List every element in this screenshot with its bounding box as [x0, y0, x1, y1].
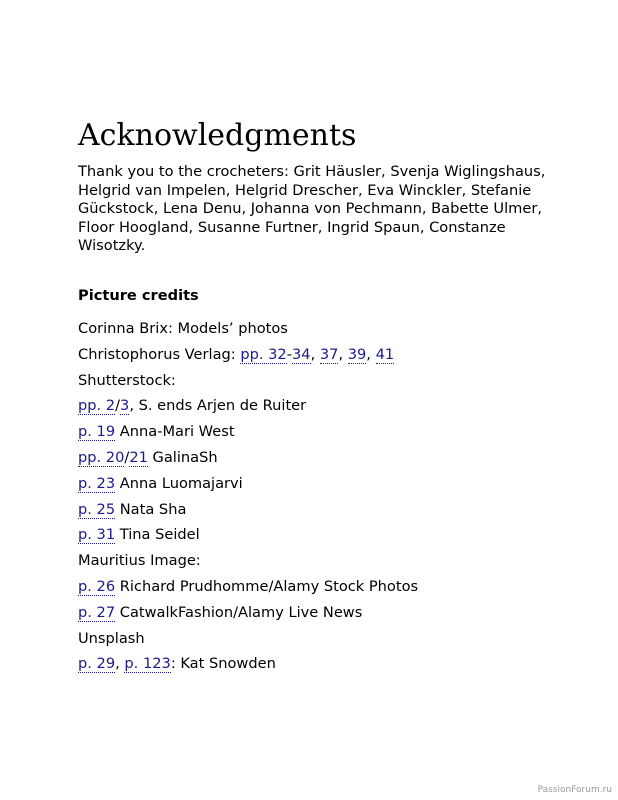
credit-text: CatwalkFashion/Alamy Live News: [115, 603, 363, 621]
credit-line: [78, 474, 418, 500]
watermark: PassionForum.ru: [537, 785, 612, 795]
page-reference-link[interactable]: p. 25: [78, 500, 116, 518]
page-reference-link[interactable]: pp. 32: [240, 345, 287, 363]
credit-text: /: [124, 448, 130, 466]
credit-line: [78, 577, 418, 603]
page-reference-link[interactable]: 34: [292, 345, 311, 363]
page-reference-link[interactable]: 3: [120, 397, 130, 415]
page-reference-link[interactable]: pp. 20: [78, 448, 125, 466]
page-reference-link[interactable]: p. 31: [78, 526, 116, 544]
page-reference-link[interactable]: p. 29: [78, 655, 116, 673]
credit-text: GalinaSh: [147, 448, 218, 466]
credit-text: Christophorus Verlag:: [78, 345, 241, 363]
page-reference-link[interactable]: p. 19: [78, 423, 116, 441]
page-reference-link[interactable]: pp. 2: [78, 397, 116, 415]
intro-paragraph: Thank you to the crocheters: Grit Häusler, Svenja Wiglingshaus, Helgrid van Impelen, Helgrid Drescher, Eva Winckler, Stefanie Gückstock, Lena Denu, Johanna von Pechmann, Babette Ulmer, Floor Hoogland, Susanne Furtner, Ingrid Spaun, Constanze Wisotzky.: [78, 163, 546, 255]
credit-text: ,: [366, 345, 376, 363]
credit-text: /: [115, 397, 121, 415]
credit-text: ,: [338, 345, 348, 363]
page-reference-link[interactable]: p. 26: [78, 577, 116, 595]
page-reference-link[interactable]: p. 27: [78, 603, 116, 621]
credit-line: Unsplash: [78, 629, 145, 647]
credit-line: [78, 448, 418, 474]
credit-line: [78, 396, 418, 422]
credit-text: Richard Prudhomme/Alamy Stock Photos: [115, 577, 419, 595]
page-reference-link[interactable]: p. 23: [78, 474, 116, 492]
credit-text: Nata Sha: [115, 500, 187, 518]
page-reference-link[interactable]: 39: [347, 345, 367, 363]
credit-text: Tina Seidel: [115, 526, 200, 544]
credit-line: [78, 525, 418, 551]
page-reference-link[interactable]: 21: [129, 448, 148, 466]
credit-line: [78, 345, 418, 371]
credit-text: ,: [115, 655, 125, 673]
credit-text: : Kat Snowden: [170, 655, 276, 673]
credits-heading: Picture credits: [78, 287, 199, 304]
credit-line: Corinna Brix: Models’ photos: [78, 320, 288, 337]
credit-line: Mauritius Image:: [78, 552, 201, 570]
credit-line: [78, 603, 418, 629]
credits-list: [78, 319, 418, 680]
credit-text: Anna Luomajarvi: [115, 474, 243, 492]
credit-line: [78, 422, 418, 448]
credit-text: , S. ends Arjen de Ruiter: [129, 397, 307, 415]
credit-line: Shutterstock:: [78, 371, 176, 389]
page-reference-link[interactable]: 37: [319, 345, 339, 363]
credit-text: -: [286, 345, 292, 363]
page-title: Acknowledgments: [78, 118, 357, 153]
credit-text: ,: [310, 345, 320, 363]
page-reference-link[interactable]: p. 123: [124, 655, 171, 673]
credit-text: Anna-Mari West: [115, 423, 235, 441]
credit-line: [78, 500, 418, 526]
credit-line: [78, 654, 418, 680]
page-reference-link[interactable]: 41: [375, 345, 395, 363]
